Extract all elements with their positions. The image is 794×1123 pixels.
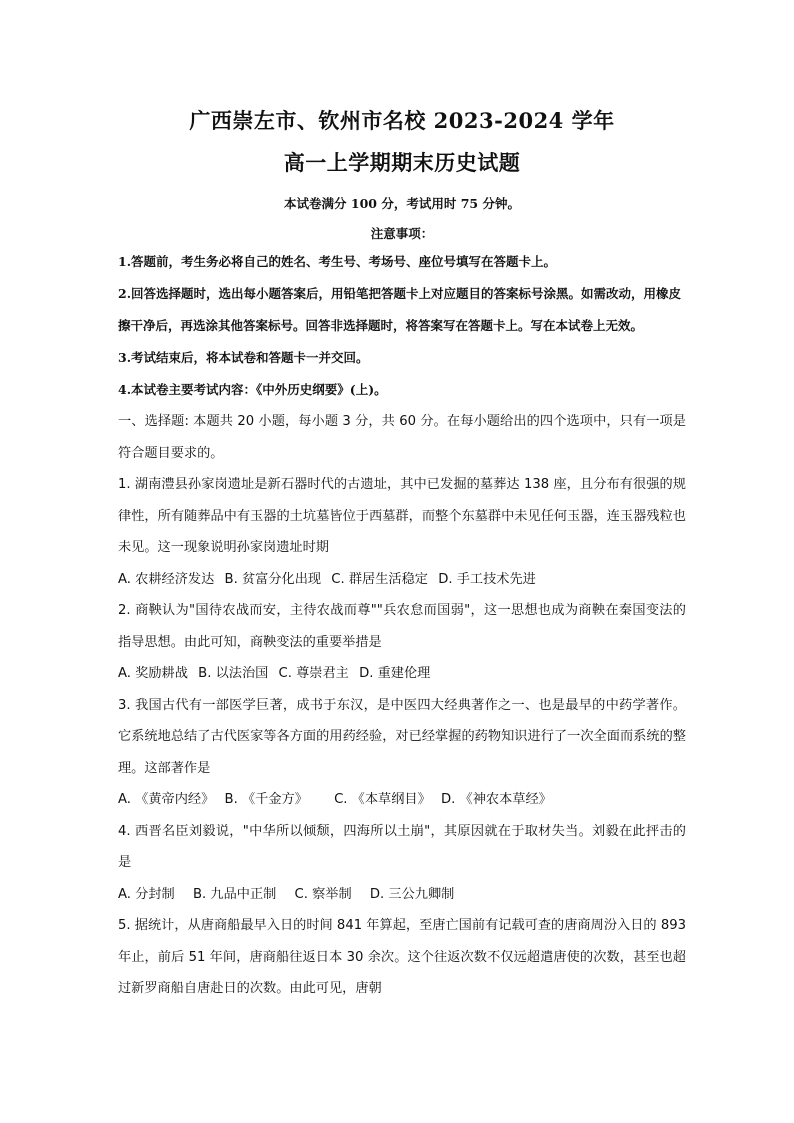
option-a: A. 农耕经济发达 [118, 571, 215, 587]
question-options [118, 658, 686, 690]
question-options [118, 784, 686, 816]
option-c: C. 《本草纲目》 [334, 792, 431, 807]
section-instructions: 一、选择题: 本题共 20 小题，每小题 3 分，共 60 分。在每小题给出的四个选项中，只有一项是符合题目要求的。 [118, 414, 686, 461]
question-options [118, 879, 686, 911]
option-b: B. 《千金方》 [224, 792, 308, 807]
option-a: A. 《黄帝内经》 [118, 792, 215, 807]
question-4 [118, 816, 686, 911]
option-a: A. 分封制 [118, 886, 175, 902]
option-b: B. 以法治国 [198, 666, 269, 681]
notice-heading: 注意事项： [370, 226, 434, 241]
question-stem: 5. 据统计，从唐商船最早入日的时间 841 年算起，至唐亡国前有记载可查的唐商周汾入日的 893 年止，前后 51 年间，唐商船往返日本 30 余次。这个往返次数不仅远超遣唐使的次数，甚至也超过新罗商船自唐赴日的次数。由此可见，唐朝 [118, 918, 686, 996]
question-1 [118, 469, 686, 595]
question-3 [118, 690, 686, 816]
question-options [118, 564, 686, 596]
exam-title-line2: 高一上学期期末历史试题 [283, 150, 521, 175]
exam-info: 本试卷满分 100 分，考试用时 75 分钟。 [284, 196, 520, 211]
option-c: C. 尊崇君主 [278, 666, 349, 681]
option-c: C. 察举制 [294, 886, 352, 902]
option-b: B. 贫富分化出现 [224, 571, 322, 587]
notice-item: 4.本试卷主要考试内容：《中外历史纲要》(上)。 [118, 382, 387, 397]
exam-title-line1: 广西崇左市、钦州市名校 2023-2024 学年 [189, 108, 615, 133]
option-b: B. 九品中正制 [192, 886, 277, 902]
question-stem: 1. 湖南澧县孙家岗遗址是新石器时代的古遗址，其中已发掘的墓葬达 138 座，且分布有很强的规律性，所有随葬品中有玉器的土坑墓皆位于西墓群，而整个东墓群中未见任何玉器，连玉器残粒也未见。这一现象说明孙家岗遗址时期 [118, 477, 686, 555]
notice-item: 3.考试结束后，将本试卷和答题卡一并交回。 [118, 350, 369, 365]
option-c: C. 群居生活稳定 [331, 571, 428, 587]
option-d: D. 手工技术先进 [438, 571, 536, 587]
question-stem: 2. 商鞅认为"国待农战而安，主待农战而尊""兵农怠而国弱"，这一思想也成为商鞅在秦国变法的指导思想。由此可知，商鞅变法的重要举措是 [118, 603, 686, 650]
option-d: D. 《神农本草经》 [441, 792, 552, 807]
notice-item: 2.回答选择题时，选出每小题答案后，用铅笔把答题卡上对应题目的答案标号涂黑。如需改动，用橡皮擦干净后，再选涂其他答案标号。回答非选择题时，将答案写在答题卡上。写在本试卷上无效。 [118, 286, 682, 333]
question-5 [118, 910, 686, 1005]
option-a: A. 奖励耕战 [118, 666, 188, 681]
exam-page [118, 100, 686, 1005]
question-stem: 4. 西晋名臣刘毅说，"中华所以倾颓，四海所以土崩"，其原因就在于取材失当。刘毅在此抨击的是 [118, 823, 686, 870]
option-d: D. 三公九卿制 [369, 886, 455, 902]
option-d: D. 重建伦理 [359, 666, 431, 681]
question-2 [118, 595, 686, 690]
question-stem: 3. 我国古代有一部医学巨著，成书于东汉，是中医四大经典著作之一、也是最早的中药学著作。它系统地总结了古代医家等各方面的用药经验，对已经掌握的药物知识进行了一次全面而系统的整理。这部著作是 [118, 697, 686, 776]
notice-item: 1.答题前，考生务必将自己的姓名、考生号、考场号、座位号填写在答题卡上。 [118, 254, 557, 269]
